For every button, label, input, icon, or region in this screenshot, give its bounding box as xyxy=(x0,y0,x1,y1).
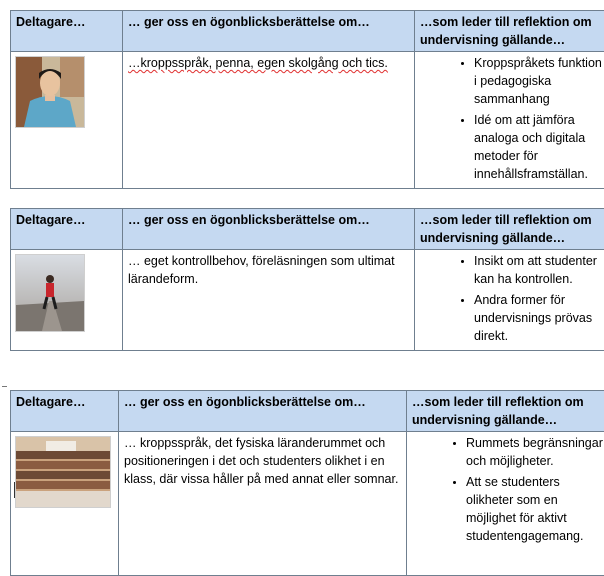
story-text: …kroppsspråk, penna, egen skolgång och tics. xyxy=(128,56,388,70)
header-story: … ger oss en ögonblicksberättelse om… xyxy=(123,209,415,250)
reflection-list xyxy=(420,54,604,183)
reflection-list xyxy=(412,434,604,545)
reflection-cell xyxy=(415,52,604,189)
header-story: … ger oss en ögonblicksberättelse om… xyxy=(123,11,415,52)
lecture-hall-photo xyxy=(15,436,111,508)
reflection-table-2 xyxy=(10,208,604,351)
header-participant: Deltagare… xyxy=(11,209,123,250)
portrait-photo xyxy=(15,56,85,128)
header-reflection: …som leder till reflektion om undervisning gällande… xyxy=(415,209,604,250)
reflection-item: • Rummets begränsningar och möjligheter. xyxy=(466,434,604,470)
story-cell: … eget kontrollbehov, föreläsningen som ultimat lärandeform. xyxy=(123,250,415,351)
reflection-cell xyxy=(407,432,604,576)
header-participant: Deltagare… xyxy=(11,391,119,432)
reflection-item: • Att se studenters olikheter som en möjlighet för aktivt studentengagemang. xyxy=(466,473,604,545)
reflection-item: • Kroppspråkets funktion i pedagogiska sammanhang xyxy=(474,54,604,108)
header-reflection: …som leder till reflektion om undervisning gällande… xyxy=(407,391,604,432)
reflection-table-1 xyxy=(10,10,604,189)
header-reflection: …som leder till reflektion om undervisning gällande… xyxy=(415,11,604,52)
anchor-mark xyxy=(2,386,7,387)
runner-photo xyxy=(15,254,85,332)
header-story: … ger oss en ögonblicksberättelse om… xyxy=(119,391,407,432)
reflection-cell xyxy=(415,250,604,351)
story-cell: … kroppsspråk, det fysiska läranderummet och positioneringen i det och studenters olikhet i en klass, där vissa håller på med annat eller somnar. xyxy=(119,432,407,576)
participant-cell xyxy=(11,432,119,576)
reflection-item: • Idé om att jämföra analoga och digitala metoder för innehållsframställan. xyxy=(474,111,604,183)
story-cell xyxy=(123,52,415,189)
reflection-list xyxy=(420,252,604,345)
text-cursor-mark xyxy=(14,482,15,498)
reflection-item: • Insikt om att studenter kan ha kontrollen. xyxy=(474,252,604,288)
reflection-item: • Andra former för undervisnings prövas direkt. xyxy=(474,291,604,345)
reflection-table-3 xyxy=(10,390,604,576)
header-participant: Deltagare… xyxy=(11,11,123,52)
participant-cell xyxy=(11,52,123,189)
participant-cell xyxy=(11,250,123,351)
